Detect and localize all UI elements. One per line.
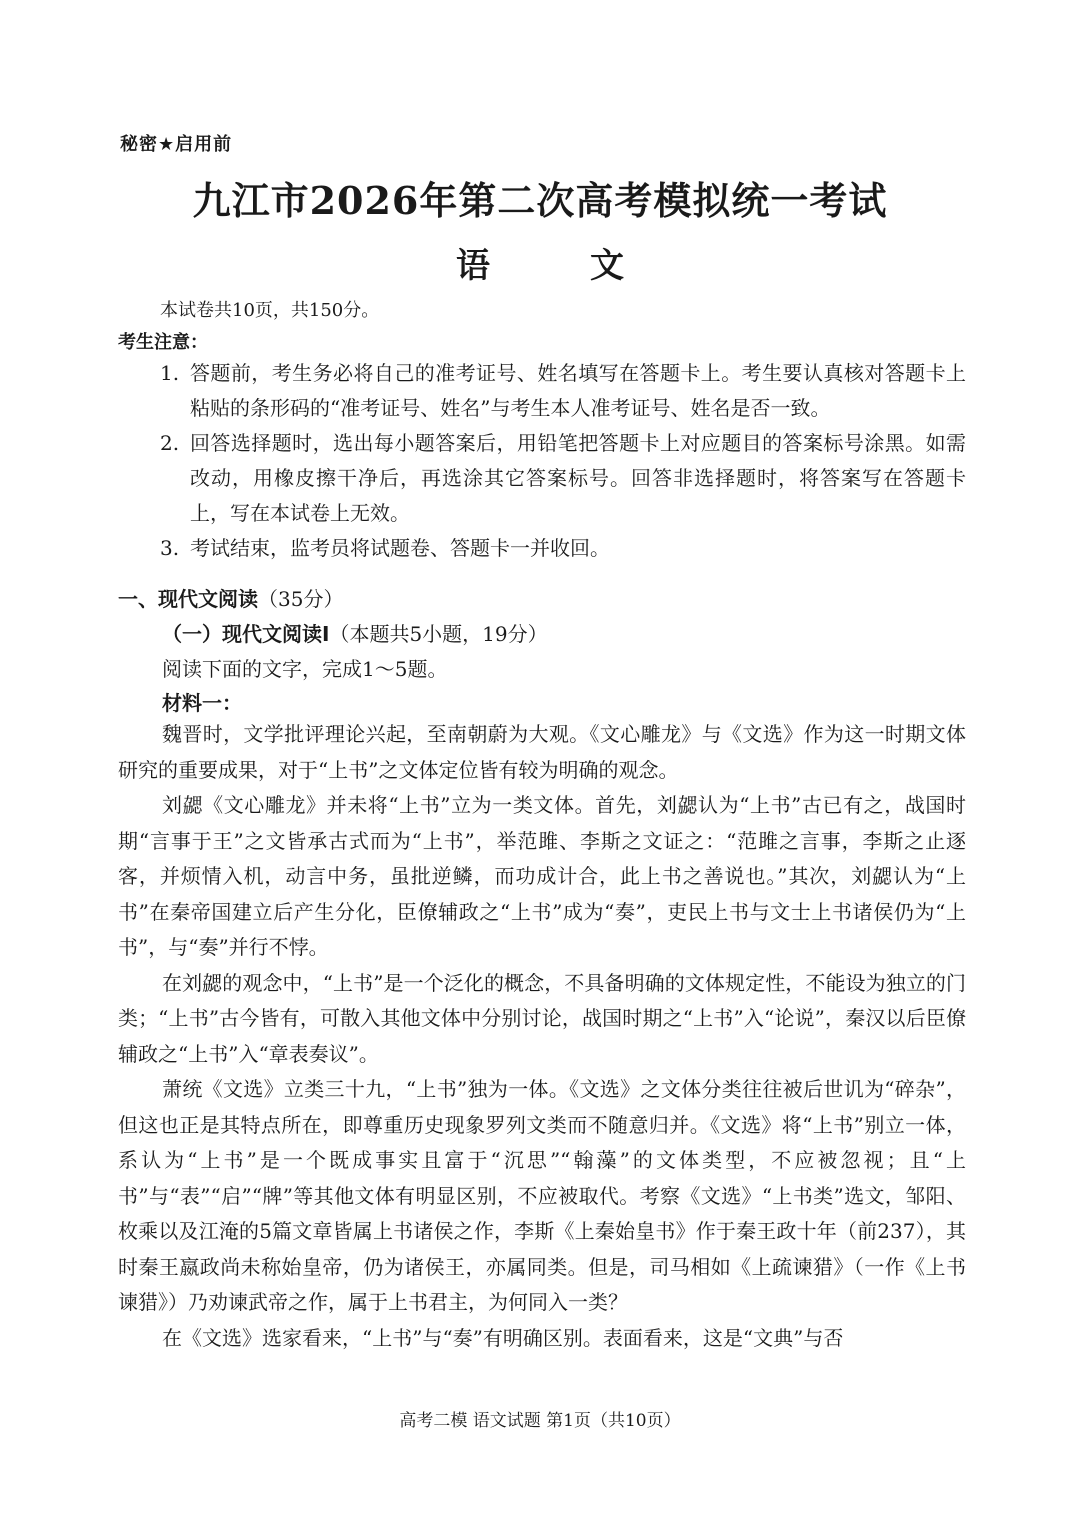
notice-item-text: 回答选择题时，选出每小题答案后，用铅笔把答题卡上对应题目的答案标号涂黑。如需改动，用橡皮擦干净后，再选涂其它答案标号。回答非选择题时，将答案写在答题卡上，写在本试卷上无效。 (190, 431, 966, 525)
notice-list (160, 356, 966, 566)
secret-label: 秘密★启用前 (120, 134, 233, 155)
section-score: （35分） (258, 587, 344, 611)
subsection-heading (162, 618, 548, 647)
section-heading (118, 583, 343, 612)
reading-instruction: 阅读下面的文字，完成1～5题。 (162, 657, 448, 681)
passage-paragraph: 魏晋时，文学批评理论兴起，至南朝蔚为大观。《文心雕龙》与《文选》作为这一时期文体研究的重要成果，对于“上书”之文体定位皆有较为明确的观念。 (118, 722, 966, 782)
notice-item (160, 531, 966, 566)
subsection-info: （本题共5小题，19分） (329, 622, 548, 646)
subject-title: 语文 (456, 246, 724, 286)
section-title: 一、现代文阅读 (118, 587, 258, 611)
material-label: 材料一： (162, 691, 242, 715)
notice-item-number: 2. (160, 431, 180, 455)
subsection-title: （一）现代文阅读Ⅰ (162, 622, 330, 646)
notice-item (160, 426, 966, 531)
passage-paragraph: 萧统《文选》立类三十九，“上书”独为一体。《文选》之文体分类往往被后世讥为“碎杂”，但这也正是其特点所在，即尊重历史现象罗列文类而不随意归并。《文选》将“上书”别立一体，系认为“上书”是一个既成事实且富于“沉思”“翰藻”的文体类型，不应被忽视；且“上书”与“表”“启”“牌”等其他文体有明显区别，不应被取代。考察《文选》“上书类”选文，邹阳、枚乘以及江淹的5篇文章皆属上书诸侯之作，李斯《上秦始皇书》作于秦王政十年（前237），其时秦王嬴政尚未称始皇帝，仍为诸侯王，亦属同类。但是，司马相如《上疏谏猎》（一作《上书谏猎》）乃劝谏武帝之作，属于上书君主，为何同入一类？ (118, 1077, 966, 1314)
notice-item-number: 3. (160, 536, 180, 560)
passage-paragraph: 在刘勰的观念中，“上书”是一个泛化的概念，不具备明确的文体规定性，不能设为独立的门类；“上书”古今皆有，可散入其他文体中分别讨论，战国时期之“上书”入“论说”，秦汉以后臣僚辅政之“上书”入“章表奏议”。 (118, 970, 966, 1066)
notice-item (160, 356, 966, 426)
notice-item-number: 1. (160, 361, 180, 385)
passage-paragraph: 在《文选》选家看来，“上书”与“奏”有明确区别。表面看来，这是“文典”与否 (162, 1325, 844, 1350)
exam-title: 九江市2026年第二次高考模拟统一考试 (192, 178, 888, 223)
page-footer: 高考二模 语文试题 第1页（共10页） (399, 1411, 681, 1431)
reading-passage (118, 717, 966, 1356)
notice-item-text: 考试结束，监考员将试题卷、答题卡一并收回。 (190, 536, 610, 560)
notice-title: 考生注意： (118, 332, 208, 353)
notice-item-text: 答题前，考生务必将自己的准考证号、姓名填写在答题卡上。考生要认真核对答题卡上粘贴的条形码的“准考证号、姓名”与考生本人准考证号、姓名是否一致。 (190, 361, 966, 420)
total-info: 本试卷共10页，共150分。 (160, 300, 380, 321)
passage-paragraph: 刘勰《文心雕龙》并未将“上书”立为一类文体。首先，刘勰认为“上书”古已有之，战国时期“言事于王”之文皆承古式而为“上书”，举范雎、李斯之文证之：“范雎之言事，李斯之止逐客，并烦情入机，动言中务，虽批逆鳞，而功成计合，此上书之善说也。”其次，刘勰认为“上书”在秦帝国建立后产生分化，臣僚辅政之“上书”成为“奏”，吏民上书与文士上书诸侯仍为“上书”，与“奏”并行不悖。 (118, 793, 966, 959)
